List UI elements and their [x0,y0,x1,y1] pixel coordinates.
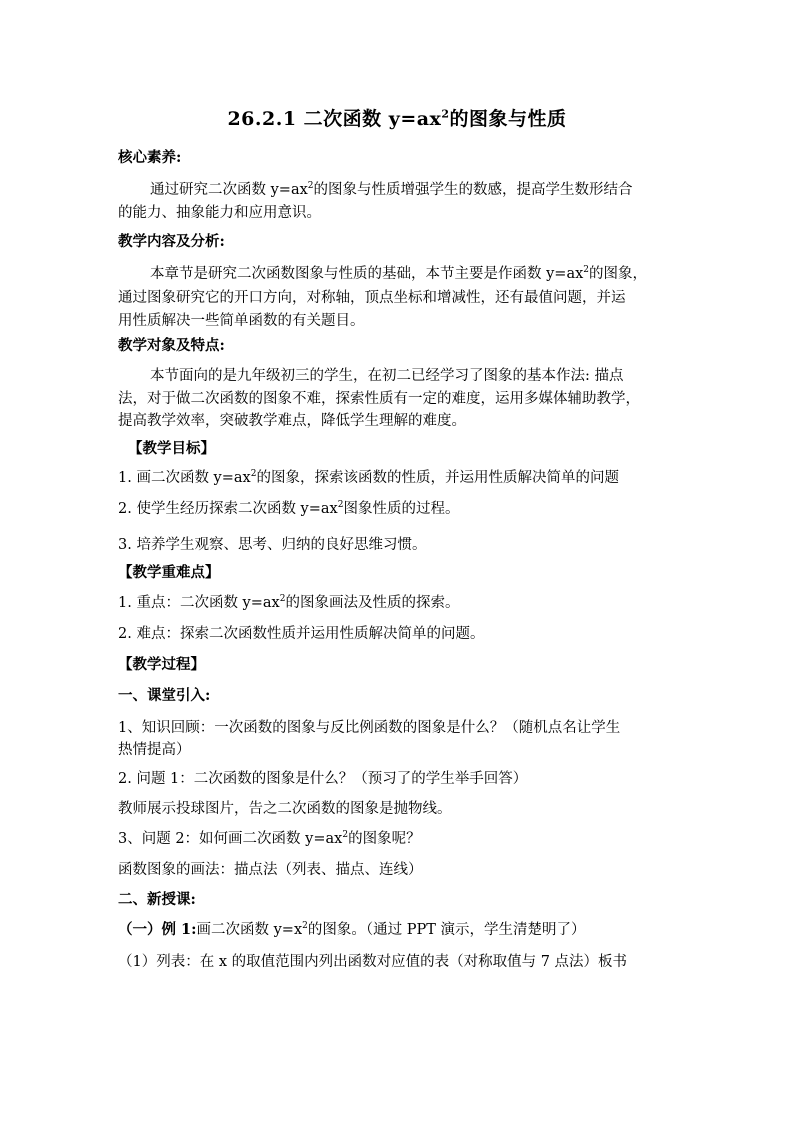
students-line-3: 提高教学效率，突破教学难点，降低学生理解的难度。 [118,413,466,429]
page-title [0,104,794,131]
heading-goals: 【教学目标】 [128,440,215,457]
content-line-2: 通过图象研究它的开口方向，对称轴，顶点坐标和增减性，还有最值问题，并运 [118,290,626,306]
intro-item-4: 3、问题 2：如何画二次函数 $y=ax^2$的图象呢？ [118,830,421,847]
title-text-end: 的图象与性质 [449,108,567,130]
intro-item-2: 2. 问题 1：二次函数的图象是什么？（预习了的学生举手回答） [118,771,528,787]
title-text: 26.2.1 二次函数 y=ax [227,108,442,130]
heading-key-points: 【教学重难点】 [118,564,220,581]
heading-new-lesson: 二、新授课: [118,891,196,908]
example-1: （一）例 1:画二次函数 $y=x^2$的图象。（通过 PPT 演示，学生清楚明了） [118,921,586,938]
content-line-1: 本章节是研究二次函数图象与性质的基础，本节主要是作函数 $y=ax^2$的图象， [150,265,648,282]
heading-students: 教学对象及特点: [118,337,225,354]
students-line-2: 法，对于做二次函数的图象不难，探索性质有一定的难度，运用多媒体辅助教学， [118,391,640,407]
heading-content-analysis: 教学内容及分析: [118,233,225,250]
heading-core-literacy: 核心素养: [118,149,182,166]
key-point-1: 1. 重点：二次函数 $y=ax^2$的图象画法及性质的探索。 [118,594,460,611]
key-point-2: 2. 难点：探索二次函数性质并运用性质解决简单的问题。 [118,626,485,642]
example-1-step-1: （1）列表：在 x 的取值范围内列出函数对应值的表（对称取值与 7 点法）板书 [118,954,628,970]
content-line-3: 用性质解决一些简单函数的有关题目。 [118,313,365,329]
students-line-1: 本节面向的是九年级初三的学生，在初二已经学习了图象的基本作法: 描点 [150,368,624,384]
core-line-2: 的能力、抽象能力和应用意识。 [118,205,321,221]
goal-2: 2. 使学生经历探索二次函数 $y=ax^2$图象性质的过程。 [118,500,460,517]
heading-intro: 一、课堂引入: [118,687,211,704]
intro-item-1a: 1、知识回顾：一次函数的图象与反比例函数的图象是什么？（随机点名让学生 [118,720,621,736]
goal-3: 3. 培养学生观察、思考、归纳的良好思维习惯。 [118,537,427,553]
intro-item-5: 函数图象的画法：描点法（列表、描点、连线） [118,862,423,878]
core-line-1: 通过研究二次函数 $y=ax^2$的图象与性质增强学生的数感，提高学生数形结合 [150,181,633,198]
title-superscript: 2 [441,107,450,121]
goal-1: 1. 画二次函数 $y=ax^2$的图象，探索该函数的性质，并运用性质解决简单的问题 [118,469,619,486]
intro-item-1b: 热情提高） [118,742,191,758]
heading-process: 【教学过程】 [118,656,205,673]
intro-item-3: 教师展示投球图片，告之二次函数的图象是抛物线。 [118,801,452,817]
